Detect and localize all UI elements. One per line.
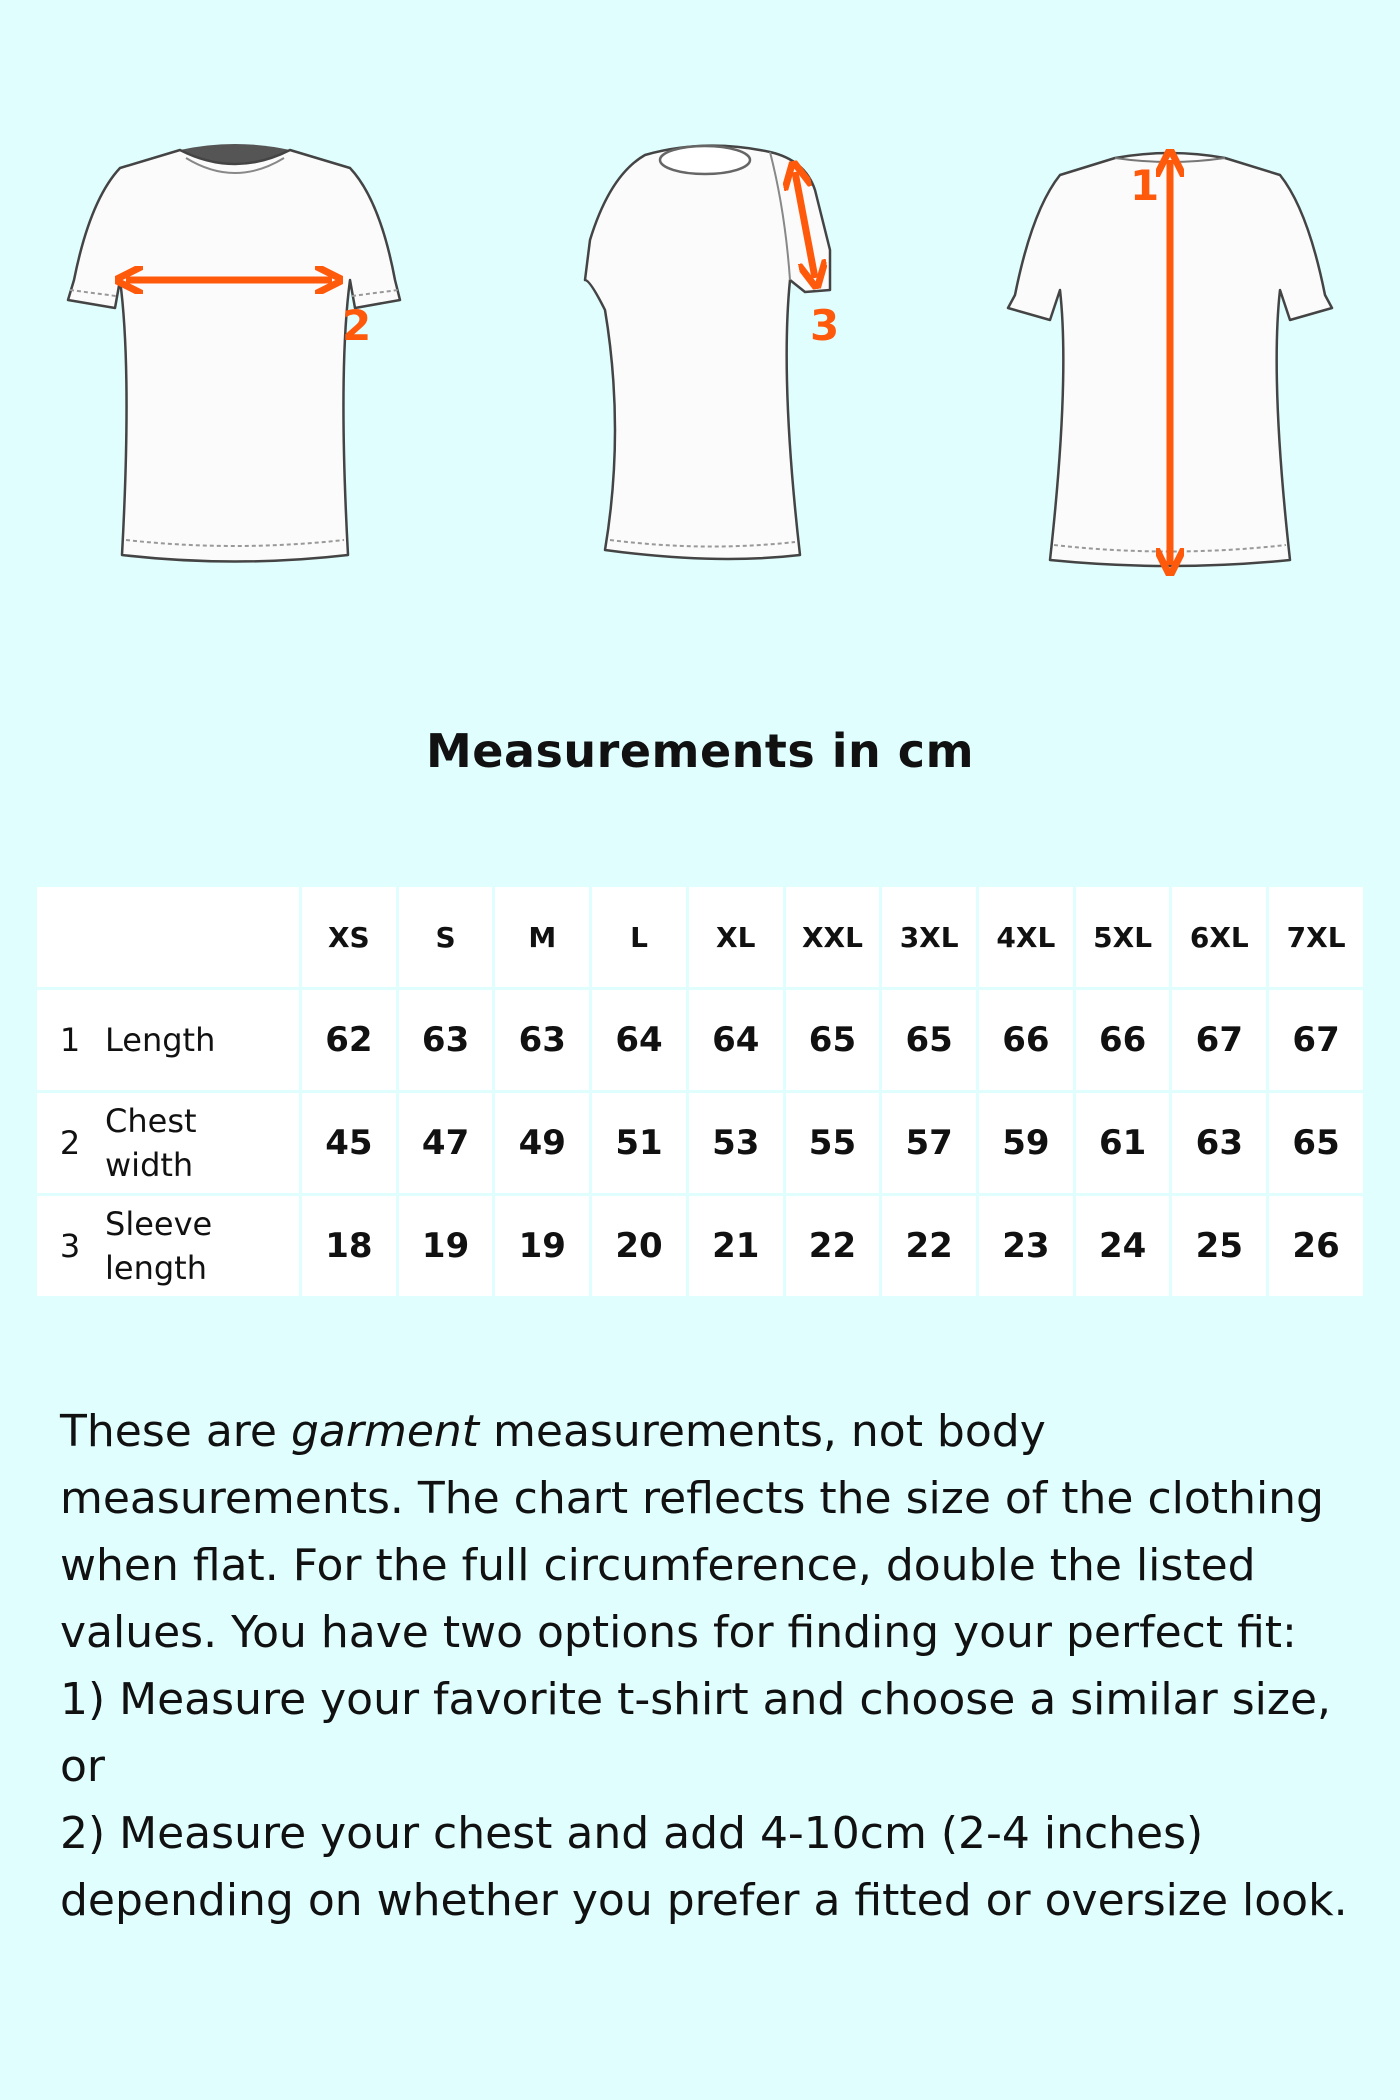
table-cell: 51	[592, 1093, 686, 1193]
table-cell: 65	[882, 990, 976, 1090]
row-label	[103, 1018, 215, 1062]
table-cell: 59	[979, 1093, 1073, 1193]
table-cell: 26	[1269, 1196, 1363, 1296]
row-label-cell	[37, 1196, 299, 1296]
row-label	[103, 1099, 197, 1187]
side-view-shirt	[565, 130, 865, 580]
table-cell: 65	[786, 990, 880, 1090]
size-header: S	[399, 887, 493, 987]
description-option-1: 1) Measure your favorite t-shirt and choose a similar size, or	[60, 1674, 1331, 1792]
row-number: 1	[59, 1021, 81, 1059]
row-label-line: Length	[105, 1021, 216, 1059]
table-header-row	[37, 887, 1363, 987]
table-cell: 61	[1076, 1093, 1170, 1193]
table-cell: 25	[1172, 1196, 1266, 1296]
description-text: measurements, not body measurements. The chart reflects the size of the clothing when flat. For the full circumference, double the listed values. You have two options for finding your perfect fit:	[60, 1406, 1324, 1658]
size-header: M	[495, 887, 589, 987]
table-cell: 65	[1269, 1093, 1363, 1193]
page-title: Measurements in cm	[425, 724, 975, 778]
table-corner-cell	[37, 887, 299, 987]
table-cell: 66	[979, 990, 1073, 1090]
table-cell: 22	[882, 1196, 976, 1296]
table-cell: 22	[786, 1196, 880, 1296]
description-intro	[60, 1398, 1360, 1666]
table-cell: 67	[1269, 990, 1363, 1090]
row-label-cell	[37, 990, 299, 1090]
table-row-chest-width	[37, 1093, 1363, 1193]
row-label-line: Chest	[105, 1102, 197, 1140]
row-label-cell	[37, 1093, 299, 1193]
table-cell: 64	[689, 990, 783, 1090]
row-number: 3	[59, 1227, 81, 1265]
table-cell: 63	[1172, 1093, 1266, 1193]
front-body	[68, 150, 400, 562]
size-header: 3XL	[882, 887, 976, 987]
table-cell: 20	[592, 1196, 686, 1296]
size-header: XL	[689, 887, 783, 987]
length-marker: 1	[1130, 161, 1160, 210]
table-cell: 21	[689, 1196, 783, 1296]
description-text: These are	[60, 1406, 291, 1457]
table-cell: 45	[302, 1093, 396, 1193]
table-cell: 63	[399, 990, 493, 1090]
side-body	[585, 146, 830, 559]
table-row-length	[37, 990, 1363, 1090]
sleeve-length-marker: 3	[810, 301, 840, 350]
size-header: XS	[302, 887, 396, 987]
shirt-illustrations	[0, 0, 1400, 640]
row-label-line: Sleeve	[105, 1205, 213, 1243]
description-option-2: 2) Measure your chest and add 4-10cm (2-4 inches) depending on whether you prefer a fitted or oversize look.	[60, 1808, 1348, 1926]
table-cell: 62	[302, 990, 396, 1090]
chest-width-marker: 2	[342, 301, 372, 350]
description-emphasis: garment	[290, 1406, 480, 1457]
table-cell: 63	[495, 990, 589, 1090]
row-label	[103, 1202, 212, 1290]
table-cell: 66	[1076, 990, 1170, 1090]
size-chart-table	[34, 884, 1366, 1299]
size-header: L	[592, 887, 686, 987]
table-cell: 18	[302, 1196, 396, 1296]
table-cell: 55	[786, 1093, 880, 1193]
table-cell: 19	[399, 1196, 493, 1296]
table-cell: 67	[1172, 990, 1266, 1090]
table-cell: 47	[399, 1093, 493, 1193]
table-cell: 57	[882, 1093, 976, 1193]
row-label-line: length	[105, 1249, 207, 1287]
row-label-line: width	[105, 1146, 194, 1184]
measurement-description	[60, 1398, 1360, 1934]
table-cell: 64	[592, 990, 686, 1090]
size-header: XXL	[786, 887, 880, 987]
table-cell: 53	[689, 1093, 783, 1193]
size-header: 4XL	[979, 887, 1073, 987]
table-row-sleeve-length	[37, 1196, 1363, 1296]
size-header: 5XL	[1076, 887, 1170, 987]
row-number: 2	[59, 1124, 81, 1162]
table-cell: 19	[495, 1196, 589, 1296]
table-cell: 49	[495, 1093, 589, 1193]
size-header: 6XL	[1172, 887, 1266, 987]
table-cell: 23	[979, 1196, 1073, 1296]
back-view-shirt	[990, 140, 1350, 590]
front-view-shirt	[50, 130, 420, 580]
size-header: 7XL	[1269, 887, 1363, 987]
table-cell: 24	[1076, 1196, 1170, 1296]
